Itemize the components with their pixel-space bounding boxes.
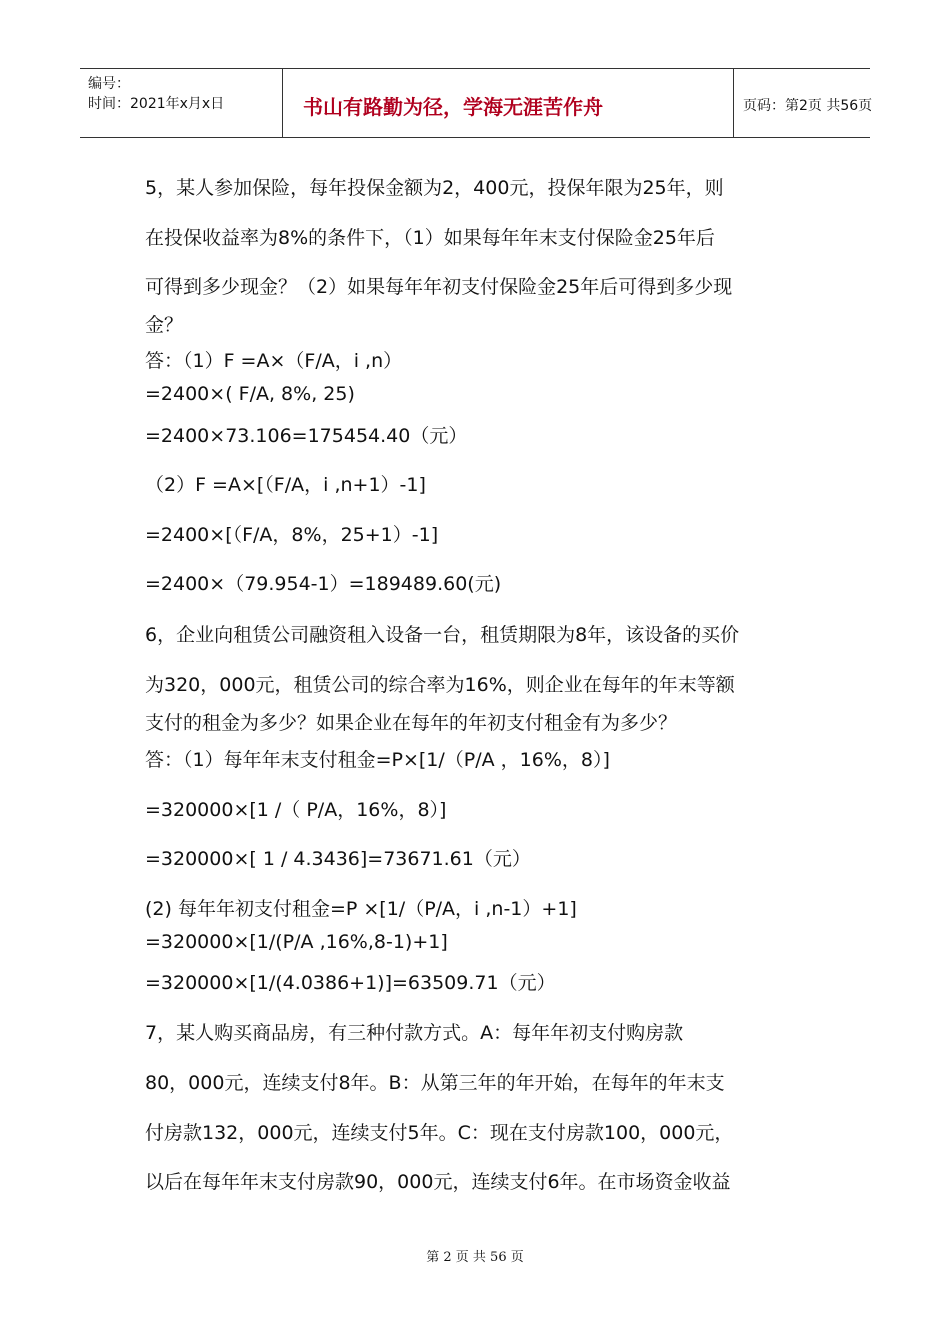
body-line: 6，企业向租赁公司融资租入设备一台，租赁期限为8年，该设备的买价 xyxy=(145,624,740,646)
page-footer: 第 2 页 共 56 页 xyxy=(426,1250,524,1265)
page-header xyxy=(80,68,873,138)
header-page-info: 页码：第2页 共56页 xyxy=(743,98,873,114)
body-line: =2400×[（F/A，8%，25+1）-1] xyxy=(145,524,439,546)
body-line: =320000×[1/(4.0386+1)]=63509.71（元） xyxy=(145,972,556,994)
body-line: 80，000元，连续支付8年。B：从第三年的年开始，在每年的年末支 xyxy=(145,1072,725,1094)
body-line: =2400×( F/A, 8%, 25) xyxy=(145,383,355,405)
body-line: 为320，000元，租赁公司的综合率为16%，则企业在每年的年末等额 xyxy=(145,674,735,696)
body-line: 在投保收益率为8%的条件下，（1）如果每年年末支付保险金25年后 xyxy=(145,227,715,249)
body-line: 7，某人购买商品房，有三种付款方式。A：每年年初支付购房款 xyxy=(145,1022,684,1044)
body-line: =2400×（79.954-1）=189489.60(元) xyxy=(145,573,502,595)
body-line: =320000×[ 1 / 4.3436]=73671.61（元） xyxy=(145,848,531,870)
body-line: (2) 每年年初支付租金=P ×[1/（P/A，i ,n-1）+1] xyxy=(145,898,577,920)
body-line: =320000×[1 /（ P/A，16%，8）] xyxy=(145,799,447,821)
body-line: 答：（1）每年年末支付租金=P×[1/（P/A ，16%，8）] xyxy=(145,749,610,771)
header-motto-cell xyxy=(282,69,734,137)
body-line: 答：（1）F =A×（F/A，i ,n） xyxy=(145,350,403,372)
body-line: =320000×[1/(P/A ,16%,8-1)+1] xyxy=(145,931,448,953)
header-meta xyxy=(80,69,282,137)
body-line: 以后在每年年末支付房款90，000元，连续支付6年。在市场资金收益 xyxy=(145,1171,731,1193)
body-line: 5，某人参加保险，每年投保金额为2，400元，投保年限为25年，则 xyxy=(145,177,724,199)
body-line: =2400×73.106=175454.40（元） xyxy=(145,425,468,447)
body-line: 金？ xyxy=(145,314,184,336)
document-number-label: 编号： xyxy=(88,76,130,92)
body-line: 可得到多少现金？（2）如果每年年初支付保险金25年后可得到多少现 xyxy=(145,276,733,298)
body-line: （2）F =A×[（F/A，i ,n+1）-1] xyxy=(145,474,426,496)
header-page-cell xyxy=(733,69,873,137)
document-time-label: 时间：2021年x月x日 xyxy=(88,96,225,112)
body-line: 付房款132，000元，连续支付5年。C：现在支付房款100，000元， xyxy=(145,1122,734,1144)
header-motto: 书山有路勤为径，学海无涯苦作舟 xyxy=(303,95,603,119)
body-line: 支付的租金为多少？如果企业在每年的年初支付租金有为多少？ xyxy=(145,712,678,734)
